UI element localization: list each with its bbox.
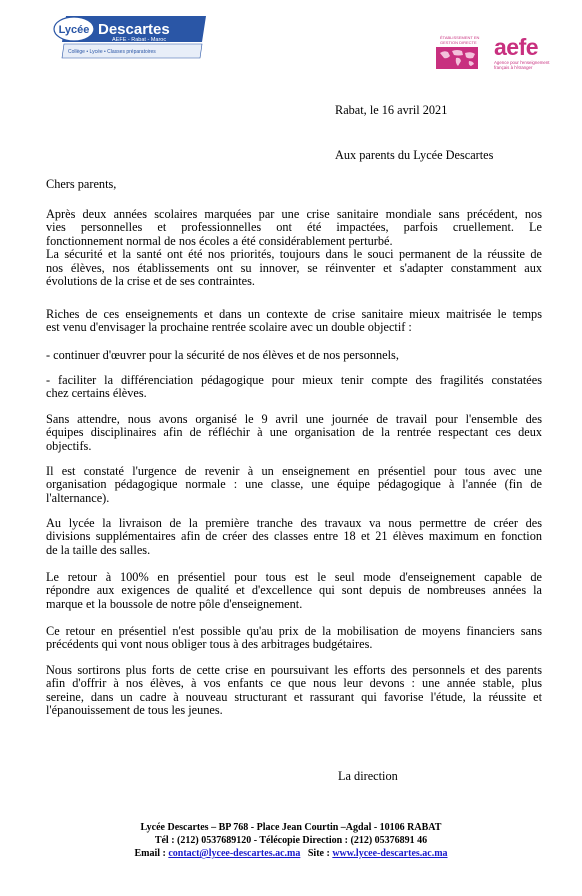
- footer-address: Lycée Descartes – BP 768 - Place Jean Courtin –Agdal - 10106 RABAT: [140, 822, 442, 833]
- email-link[interactable]: contact@lycee-descartes.ac.ma: [168, 848, 301, 859]
- site-link[interactable]: www.lycee-descartes.ac.ma: [332, 848, 448, 859]
- paragraph-10: Nous sortirons plus forts de cette crise en poursuivant les efforts des personnels et des parents afin d'offrir à nos élèves, à vos enfants ce que nous leur devons : une année stable, plus sereine, dans un cadre à nouveau structurant et rassurant qui favorise l'étude, la réussite et l'épanouissement de tous les jeunes.: [46, 663, 542, 718]
- logo-line-2: AEFE - Rabat - Maroc: [112, 37, 167, 43]
- lycee-descartes-logo: [52, 14, 208, 60]
- aefe-subtitle: Agence pour l'enseignement français à l'étranger: [494, 60, 550, 70]
- aefe-wordmark: aefe: [494, 34, 539, 60]
- email-label: Email :: [134, 848, 166, 859]
- paragraph-6: Il est constaté l'urgence de revenir à un enseignement en présentiel pour tous avec une organisation pédagogique normale : une classe, une équipe pédagogique à l'année (fin de l'alternance).: [46, 464, 542, 505]
- aefe-tagline: ÉTABLISSEMENT EN GESTION DIRECTE: [440, 35, 480, 45]
- aefe-logo: [436, 34, 556, 80]
- site-label: Site :: [307, 848, 330, 859]
- paragraph-8: Le retour à 100% en présentiel pour tous est le seul mode d'enseignement capable de répondre aux exigences de qualité et d'excellence qui sont depuis de nombreuses années la marque et la boussole de notre pôle d'enseignement.: [46, 570, 542, 611]
- paragraph-7: Au lycée la livraison de la première tranche des travaux va nous permettre de créer des divisions supplémentaires afin de créer des classes entre 18 et 21 élèves maximum en fonction de la taille des salles.: [46, 516, 542, 557]
- paragraph-4: - faciliter la différenciation pédagogique pour mieux tenir compte des fragilités constatées chez certains élèves.: [46, 373, 542, 401]
- logo-line-3: Collège • Lycée • Classes préparatoires: [68, 49, 156, 55]
- paragraph-1: Après deux années scolaires marquées par une crise sanitaire mondiale sans précédent, nos vies personnelles et professionnelles ont été impactées, parfois cruellement. Le fonctionnement normal de nos écoles a été considérablement perturbé. La sécurité et la santé ont été nos priorités, toujours dans le souci permanent de la réussite de nos élèves, nos établissements ont su innover, se réinventer et s'adapter constamment aux évolutions de la crise et de ses contraintes.: [46, 207, 542, 289]
- salutation: Chers parents,: [46, 177, 117, 191]
- footer-contact: [0, 848, 582, 860]
- signature: La direction: [338, 769, 398, 783]
- world-map-icon: [436, 47, 478, 69]
- recipient: Aux parents du Lycée Descartes: [335, 148, 494, 162]
- paragraph-2: Riches de ces enseignements et dans un contexte de crise sanitaire mieux maitrisée le temps est venu d'envisager la prochaine rentrée scolaire avec un double objectif :: [46, 307, 542, 335]
- logo-word-2: Descartes: [98, 21, 170, 38]
- paragraph-5: Sans attendre, nous avons organisé le 9 avril une journée de travail pour l'ensemble des équipes disciplinaires afin de réfléchir à une organisation de la rentrée respectant ces deux objectifs.: [46, 412, 542, 453]
- paragraph-9: Ce retour en présentiel n'est possible qu'au prix de la mobilisation de moyens financiers sans précédents qui vont nous obliger tous à des arbitrages budgétaires.: [46, 624, 542, 652]
- footer-phone: Tél : (212) 0537689120 - Télécopie Direction : (212) 05376891 46: [154, 835, 428, 846]
- place-date: Rabat, le 16 avril 2021: [335, 103, 448, 117]
- logo-word-1: Lycée: [58, 24, 90, 36]
- paragraph-3: - continuer d'œuvrer pour la sécurité de nos élèves et de nos personnels,: [46, 348, 399, 362]
